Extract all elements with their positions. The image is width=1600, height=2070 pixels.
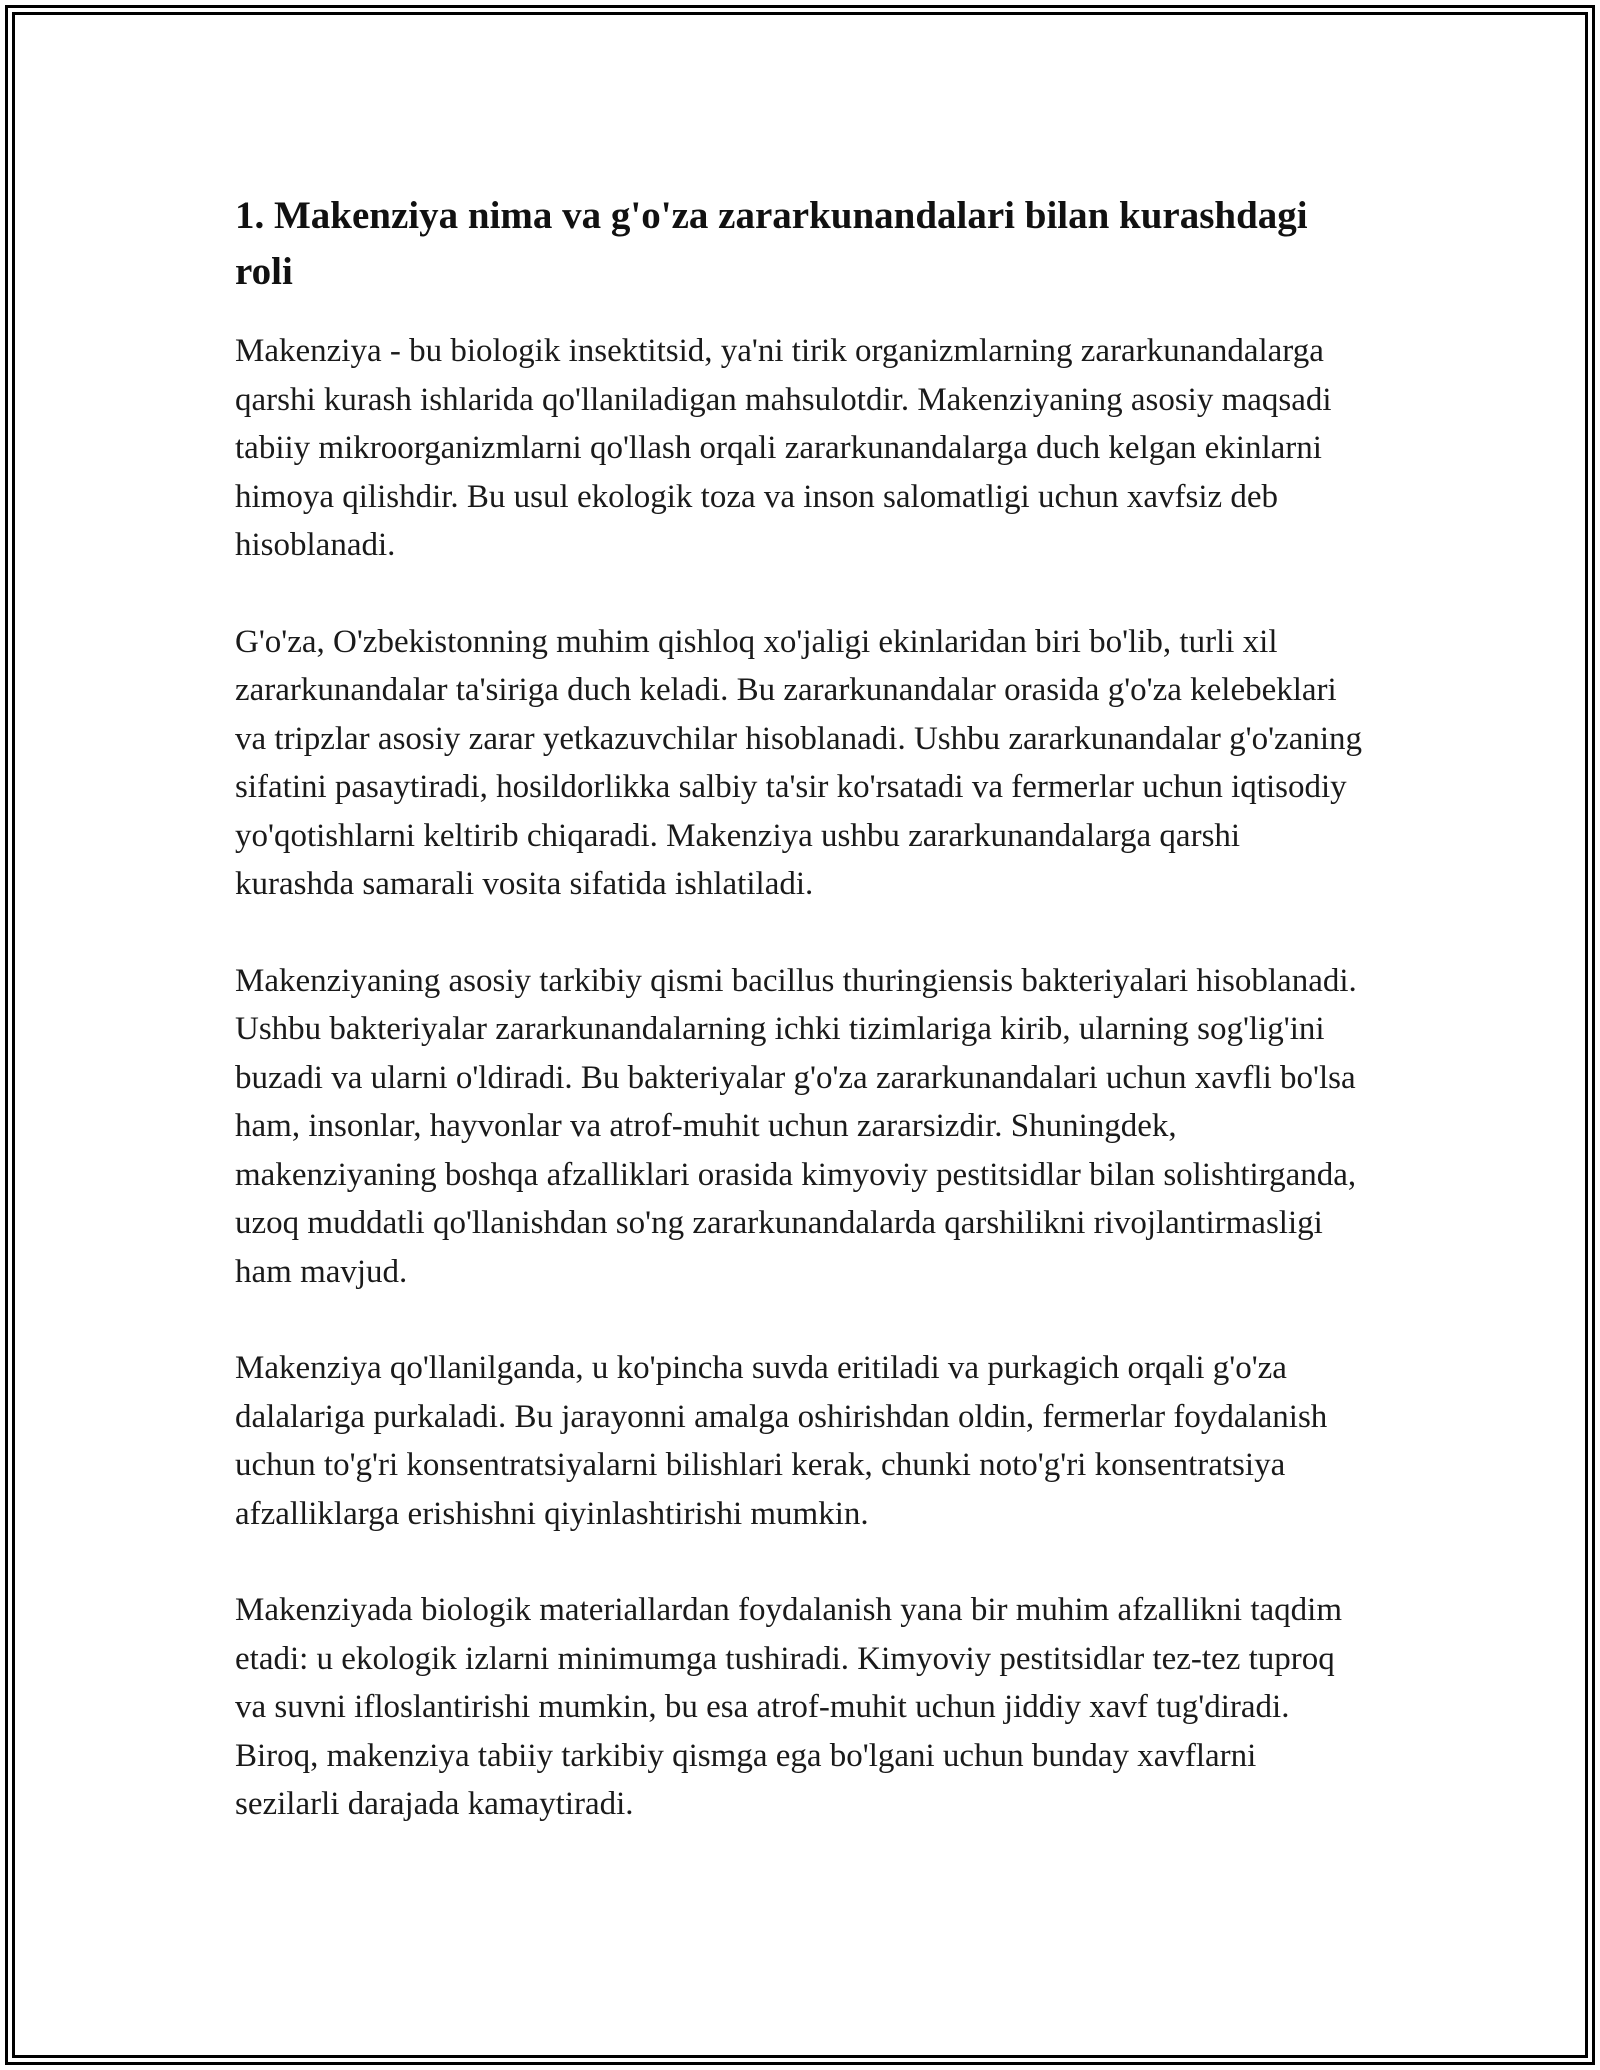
document-body [235, 188, 1365, 1877]
paragraph-2: G'o'za, O'zbekistonning muhim qishloq xo'jaligi ekinlaridan biri bo'lib, turli xil zararkunandalar ta'siriga duch keladi. Bu zararkunandalar orasida g'o'za kelebeklari va tripzlar asosiy zarar yetkazuvchilar hisoblanadi. Ushbu zararkunandalar g'o'zaning sifatini pasaytiradi, hosildorlikka salbiy ta'sir ko'rsatadi va fermerlar uchun iqtisodiy yo'qotishlarni keltirib chiqaradi. Makenziya ushbu zararkunandalarga qarshi kurashda samarali vosita sifatida ishlatiladi. [235, 623, 1363, 902]
paragraph-5: Makenziyada biologik materiallardan foydalanish yana bir muhim afzallikni taqdim etadi: u ekologik izlarni minimumga tushiradi. Kimyoviy pestitsidlar tez-tez tuproq va suvni ifloslantirishi mumkin, bu esa atrof-muhit uchun jiddiy xavf tug'diradi. Biroq, makenziya tabiiy tarkibiy qismga ega bo'lgani uchun bunday xavflarni sezilarli darajada kamaytiradi. [235, 1592, 1342, 1822]
paragraph-1: Makenziya - bu biologik insektitsid, ya'ni tirik organizmlarning zararkunandalarga qarshi kurash ishlarida qo'llaniladigan mahsulotdir. Makenziyaning asosiy maqsadi tabiiy mikroorganizmlarni qo'llash orqali zararkunandalarga duch kelgan ekinlarni himoya qilishdir. Bu usul ekologik toza va inson salomatligi uchun xavfsiz deb hisoblanadi. [235, 333, 1332, 563]
paragraph-4: Makenziya qo'llanilganda, u ko'pincha suvda eritiladi va purkagich orqali g'o'za dalalariga purkaladi. Bu jarayonni amalga oshirishdan oldin, fermerlar foydalanish uchun to'g'ri konsentratsiyalarni bilishlari kerak, chunki noto'g'ri konsentratsiya afzalliklarga erishishni qiyinlashtirishi mumkin. [235, 1350, 1328, 1532]
paragraph-3: Makenziyaning asosiy tarkibiy qismi bacillus thuringiensis bakteriyalari hisoblanadi. Ushbu bakteriyalar zararkunandalarning ichki tizimlariga kirib, ularning sog'lig'ini buzadi va ularni o'ldiradi. Bu bakteriyalar g'o'za zararkunandalari uchun xavfli bo'lsa ham, insonlar, hayvonlar va atrof-muhit uchun zararsizdir. Shuningdek, makenziyaning boshqa afzalliklari orasida kimyoviy pestitsidlar bilan solishtirganda, uzoq muddatli qo'llanishdan so'ng zararkunandalarda qarshilikni rivojlantirmasligi ham mavjud. [235, 962, 1357, 1290]
section-heading: 1. Makenziya nima va g'o'za zararkunandalari bilan kurashdagi roli [235, 194, 1308, 293]
